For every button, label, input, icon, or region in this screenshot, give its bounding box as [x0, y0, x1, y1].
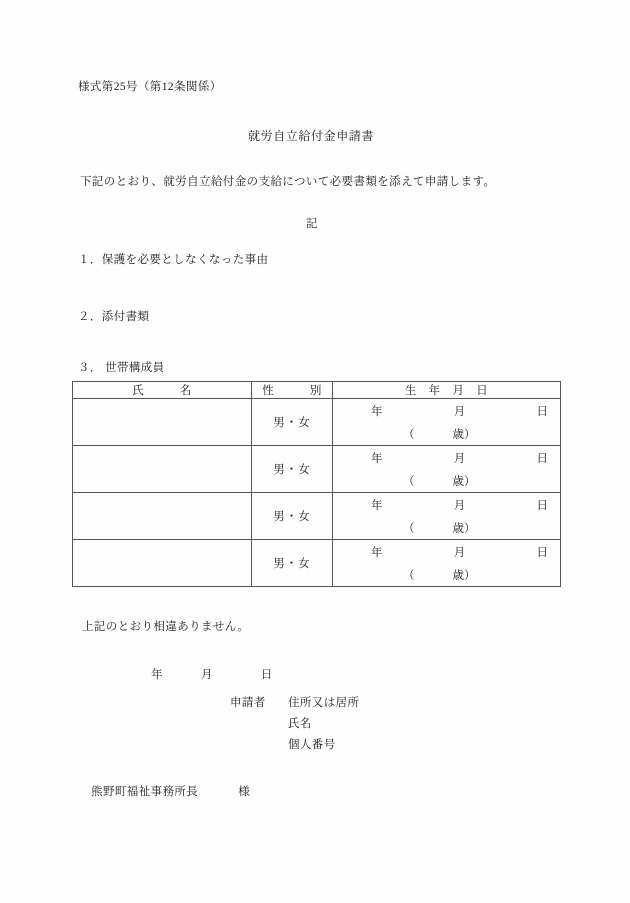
day-label: 日 [536, 547, 548, 559]
birthdate-ymd [333, 450, 560, 466]
age-paren-close: 歳） [452, 523, 476, 535]
form-number: 様式第25号（第12条関係） [78, 81, 222, 93]
month-label: 月 [453, 406, 466, 418]
applicant-address-label: 住所又は居所 [288, 697, 360, 709]
section-item-3: ３． 世帯構成員 [78, 362, 165, 374]
age-paren-open: （ [403, 429, 415, 441]
header-sex: 性 別 [252, 382, 333, 399]
ki-marker: 記 [306, 218, 318, 230]
month-label: 月 [453, 500, 466, 512]
age-paren-open: （ [403, 476, 415, 488]
addressee-title: 熊野町福祉事務所長 [91, 785, 199, 798]
age-paren-close: 歳） [452, 429, 476, 441]
sex-choice-cell[interactable]: 男・女 [252, 540, 333, 587]
sex-choice-cell[interactable]: 男・女 [252, 446, 333, 493]
birthdate-cell[interactable] [333, 399, 561, 446]
date-year-label: 年 [151, 668, 164, 681]
section-item-1: １．保護を必要としなくなった事由 [78, 254, 269, 266]
birthdate-cell[interactable] [333, 446, 561, 493]
sex-choice-cell[interactable]: 男・女 [252, 493, 333, 540]
month-label: 月 [453, 547, 466, 559]
year-label: 年 [371, 547, 383, 559]
day-label: 日 [536, 406, 548, 418]
submission-date-line[interactable] [138, 655, 273, 696]
birthdate-ymd [333, 497, 560, 513]
age-paren-open: （ [403, 570, 415, 582]
date-day-label: 日 [260, 668, 273, 681]
age-field [333, 567, 560, 583]
name-input-cell[interactable] [73, 399, 252, 446]
birthdate-cell[interactable] [333, 540, 561, 587]
table-header-row [73, 382, 561, 399]
household-members-table [72, 381, 561, 587]
age-field [333, 473, 560, 489]
age-paren-open: （ [403, 523, 415, 535]
name-input-cell[interactable] [73, 540, 252, 587]
header-name: 氏 名 [73, 382, 252, 399]
birthdate-ymd [333, 544, 560, 560]
table-row [73, 540, 561, 587]
table-row [73, 399, 561, 446]
date-month-label: 月 [201, 668, 213, 681]
age-paren-close: 歳） [452, 476, 476, 488]
document-title: 就労自立給付金申請書 [248, 129, 375, 143]
day-label: 日 [536, 453, 548, 465]
confirmation-statement: 上記のとおり相違ありません。 [82, 621, 250, 633]
month-label: 月 [453, 453, 466, 465]
header-birthdate: 生 年 月 日 [333, 382, 561, 399]
table-row [73, 446, 561, 493]
applicant-label: 申請者 [230, 697, 266, 709]
year-label: 年 [371, 453, 383, 465]
birthdate-ymd [333, 403, 560, 419]
name-input-cell[interactable] [73, 493, 252, 540]
section-item-2: ２．添付書類 [78, 311, 150, 323]
name-input-cell[interactable] [73, 446, 252, 493]
age-field [333, 426, 560, 442]
addressee-line [78, 772, 250, 813]
applicant-mynumber-label: 個人番号 [288, 739, 336, 751]
sex-choice-cell[interactable]: 男・女 [252, 399, 333, 446]
year-label: 年 [371, 406, 383, 418]
table-row [73, 493, 561, 540]
age-field [333, 520, 560, 536]
addressee-honorific: 様 [238, 785, 251, 798]
birthdate-cell[interactable] [333, 493, 561, 540]
applicant-name-label: 氏名 [288, 718, 312, 730]
age-paren-close: 歳） [452, 570, 476, 582]
intro-statement: 下記のとおり、就労自立給付金の支給について必要書類を添えて申請します。 [80, 176, 496, 188]
day-label: 日 [536, 500, 548, 512]
year-label: 年 [371, 500, 383, 512]
